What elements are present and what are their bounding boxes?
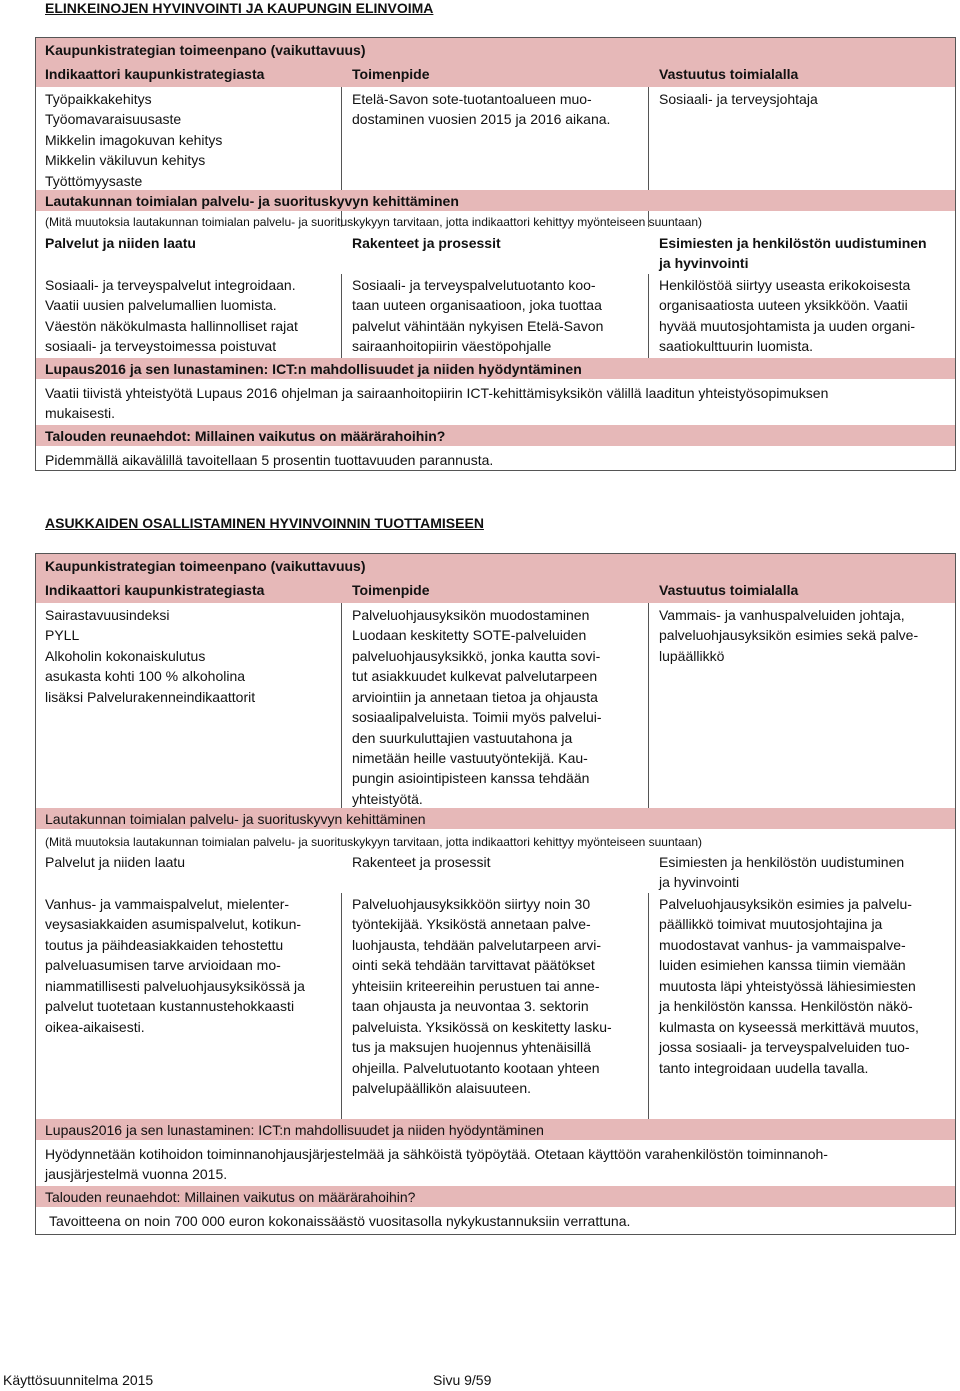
s2-divider-2 xyxy=(648,603,649,808)
s1-col2-staff: Esimiesten ja henkilöstön uudistuminen xyxy=(659,235,927,251)
s2-staff-line: jossa sosiaali- ja terveyspalveluiden tuo- xyxy=(659,1039,910,1055)
s1-col-measure: Toimenpide xyxy=(352,66,430,82)
footer-page-number: Sivu 9/59 xyxy=(433,1372,492,1388)
s2-structure-line: palvelupäällikön alaisuuteen. xyxy=(352,1080,532,1096)
s1-finance-text: Pidemmällä aikavälillä tavoitellaan 5 prosentin tuottavuuden parannusta. xyxy=(45,452,494,468)
s1-indicator: Työomavaraisuusaste xyxy=(45,111,182,127)
s2-indicator: lisäksi Palvelurakenneindikaattorit xyxy=(45,689,256,705)
s1-measure-line: dostaminen vuosien 2015 ja 2016 aikana. xyxy=(352,111,611,127)
s2-col2-staff-2: ja hyvinvointi xyxy=(659,874,740,890)
s2-staff-line: Palveluohjausyksikön esimies ja palvelu- xyxy=(659,896,912,912)
s1-col2-services: Palvelut ja niiden laatu xyxy=(45,235,196,251)
s2-indicator: PYLL xyxy=(45,627,80,643)
s2-staff-line: muutosta läpi yhteistyössä lähiesimiesten xyxy=(659,978,916,994)
s2-col2-services: Palvelut ja niiden laatu xyxy=(45,854,186,870)
s2-divider-1 xyxy=(341,603,342,808)
s2-structure-line: tus ja maksujen huojennus yhtenäisillä xyxy=(352,1039,591,1055)
s2-board-header: Lautakunnan toimialan palvelu- ja suorituskyvyn kehittäminen xyxy=(45,811,426,827)
s1-structure-line: palvelut vähintään nykyisen Etelä-Savon xyxy=(352,318,604,334)
s1-col2-staff-2: ja hyvinvointi xyxy=(659,255,749,271)
s2-col-responsibility: Vastuutus toimialalla xyxy=(659,582,799,598)
s2-staff-line: muodostavat vanhus- ja vammaispalve- xyxy=(659,937,906,953)
s1-col-indicator: Indikaattori kaupunkistrategiasta xyxy=(45,66,265,82)
s2-service-line: niammatillisesti palveluohjausyksikössä ja xyxy=(45,978,305,994)
s1-indicator: Työpaikkakehitys xyxy=(45,91,152,107)
s2-service-line: palvelut tuotetaan kustannustehokkaasti xyxy=(45,998,295,1014)
s2-service-line: palveluasumisen tarve arvioidaan mo- xyxy=(45,957,281,973)
s2-measure-line: den suurkuluttajien vastuutahona ja xyxy=(352,730,573,746)
s2-service-line: toutus ja päihdeasiakkaiden tehostettu xyxy=(45,937,284,953)
footer-document-name: Käyttösuunnitelma 2015 xyxy=(3,1372,154,1388)
s1-lupaus-text-2: mukaisesti. xyxy=(45,405,116,421)
s2-finance-header: Talouden reunaehdot: Millainen vaikutus on määrärahoihin? xyxy=(45,1189,416,1205)
s2-measure-line: yhteistyötä. xyxy=(352,791,423,807)
s2-finance-text: Tavoitteena on noin 700 000 euron kokonaissäästö vuositasolla nykykustannuksiin verrattuna. xyxy=(49,1213,631,1229)
s2-structure-line: ointi sekä tehdään tarvittavat päätökset xyxy=(352,957,595,973)
section1-table xyxy=(35,37,956,471)
s2-structure-line: palveluista. Yksikössä on keskitetty lasku- xyxy=(352,1019,612,1035)
s2-structure-line: työntekijää. Yksiköstä annetaan palve- xyxy=(352,916,591,932)
s2-staff-line: päällikkö toimivat muutosjohtajina ja xyxy=(659,916,883,932)
s2-lupaus-header: Lupaus2016 ja sen lunastaminen: ICT:n mahdollisuudet ja niiden hyödyntäminen xyxy=(45,1122,544,1138)
s1-staff-line: organisaatiosta uuteen yksikköön. Vaatii xyxy=(659,297,908,313)
s1-staff-line: hyvää muutosjohtamista ja uuden organi- xyxy=(659,318,916,334)
s2-lupaus-text-2: jausjärjestelmä vuonna 2015. xyxy=(45,1166,228,1182)
s2-indicator: asukasta kohti 100 % alkoholina xyxy=(45,668,246,684)
s1-service-line: Sosiaali- ja terveyspalvelut integroidaan. xyxy=(45,277,296,293)
s2-measure-line: arviointiin ja annetaan tietoa ja ohjausta xyxy=(352,689,598,705)
s1-lupaus-header: Lupaus2016 ja sen lunastaminen: ICT:n mahdollisuudet ja niiden hyödyntäminen xyxy=(45,361,582,377)
section2-table xyxy=(35,553,956,1235)
s2-measure-line: pungin asiointipisteen kanssa tehdään xyxy=(352,770,590,786)
s2-service-line: veysasiakkaiden asumispalvelut, kotikun- xyxy=(45,916,302,932)
s2-structure-line: yhteisiin kriteereihin perustuen tai anne- xyxy=(352,978,600,994)
s1-structure-line: sairaanhoitopiirin väestöpohjalle xyxy=(352,338,552,354)
s1-col-responsibility: Vastuutus toimialalla xyxy=(659,66,799,82)
s2-staff-line: kulmasta on kyseessä merkittävä muutos, xyxy=(659,1019,919,1035)
s1-service-line: Vaatii uusien palvelumallien luomista. xyxy=(45,297,277,313)
s2-structure-line: ohjeilla. Palvelutuotanto kootaan yhteen xyxy=(352,1060,600,1076)
s2-measure-line: tut asiakkuudet kulkevat palvelutarpeen xyxy=(352,668,598,684)
section1-title: ELINKEINOJEN HYVINVOINTI JA KAUPUNGIN ELINVOIMA xyxy=(45,0,434,16)
s2-divider-4 xyxy=(648,893,649,1119)
s1-indicator: Mikkelin imagokuvan kehitys xyxy=(45,132,223,148)
s2-col-indicator: Indikaattori kaupunkistrategiasta xyxy=(45,582,265,598)
s2-structure-line: Palveluohjausyksikköön siirtyy noin 30 xyxy=(352,896,591,912)
s2-lupaus-text: Hyödynnetään kotihoidon toiminnanohjausjärjestelmää ja sähköistä työpöytää. Otetaan käyttöön varahenkilöstön toiminnanoh- xyxy=(45,1146,828,1162)
s1-divider-3 xyxy=(341,274,342,358)
s1-board-subheader: (Mitä muutoksia lautakunnan toimialan palvelu- ja suorituskykyyn tarvitaan, jotta indikaattori kehittyy myönteiseen suuntaan) xyxy=(45,215,702,229)
s1-staff-line: Henkilöstöä siirtyy useasta erikokoisesta xyxy=(659,277,911,293)
s2-strategy-header: Kaupunkistrategian toimeenpano (vaikuttavuus) xyxy=(45,558,366,574)
s2-staff-line: luiden esimiehen kanssa tiimin viemään xyxy=(659,957,906,973)
s1-service-line: Väestön näkökulmasta hallinnolliset rajat xyxy=(45,318,298,334)
s1-strategy-header: Kaupunkistrategian toimeenpano (vaikuttavuus) xyxy=(45,42,366,58)
s2-measure-line: sosiaalipalveluista. Toimii myös palvelui- xyxy=(352,709,602,725)
s1-divider-4 xyxy=(648,274,649,358)
s2-col2-staff: Esimiesten ja henkilöstön uudistuminen xyxy=(659,854,905,870)
s1-indicator: Työttömyysaste xyxy=(45,173,143,189)
s1-structure-line: taan uuteen organisaatioon, joka tuottaa xyxy=(352,297,602,313)
s1-staff-line: saatiokulttuurin luomista. xyxy=(659,338,814,354)
s2-measure-title: Palveluohjausyksikön muodostaminen xyxy=(352,607,590,623)
s2-measure-line: nimetään heille vastuutyöntekijä. Kau- xyxy=(352,750,588,766)
s1-structure-line: Sosiaali- ja terveyspalvelutuotanto koo- xyxy=(352,277,596,293)
s2-indicator: Alkoholin kokonaiskulutus xyxy=(45,648,206,664)
s1-measure-line: Etelä-Savon sote-tuotantoalueen muo- xyxy=(352,91,592,107)
s1-lupaus-text: Vaatii tiivistä yhteistyötä Lupaus 2016 ohjelman ja sairaanhoitopiirin ICT-kehittämisyksikön välillä laaditun yhteistyösopimuksen xyxy=(45,385,829,401)
s1-finance-header: Talouden reunaehdot: Millainen vaikutus on määrärahoihin? xyxy=(45,428,446,444)
s2-measure-line: Luodaan keskitetty SOTE-palveluiden xyxy=(352,627,587,643)
s2-col2-structures: Rakenteet ja prosessit xyxy=(352,854,491,870)
s2-responsibility-line: Vammais- ja vanhuspalveluiden johtaja, xyxy=(659,607,905,623)
s2-staff-line: tanto integroidaan uudella tavalla. xyxy=(659,1060,869,1076)
s1-indicator: Mikkelin väkiluvun kehitys xyxy=(45,152,206,168)
s2-responsibility-line: lupäällikkö xyxy=(659,648,725,664)
s2-structure-line: luohjausta, tehdään palvelutarpeen arvi- xyxy=(352,937,602,953)
s2-service-line: oikea-aikaisesti. xyxy=(45,1019,145,1035)
s2-responsibility-line: palveluohjausyksikön esimies sekä palve- xyxy=(659,627,919,643)
s1-responsibility: Sosiaali- ja terveysjohtaja xyxy=(659,91,818,107)
s2-indicator: Sairastavuusindeksi xyxy=(45,607,170,623)
s1-col2-structures: Rakenteet ja prosessit xyxy=(352,235,501,251)
s2-board-subheader: (Mitä muutoksia lautakunnan toimialan palvelu- ja suorituskykyyn tarvitaan, jotta indikaattori kehittyy myönteiseen suuntaan) xyxy=(45,835,702,849)
s1-service-line: sosiaali- ja terveystoimessa poistuvat xyxy=(45,338,277,354)
s2-col-measure: Toimenpide xyxy=(352,582,430,598)
s2-measure-line: palveluohjausyksikkö, jonka kautta sovi- xyxy=(352,648,601,664)
s2-staff-line: ja henkilöstön kanssa. Henkilöstön näkö- xyxy=(659,998,913,1014)
s2-structure-line: taan ohjausta ja neuvontaa 3. sektorin xyxy=(352,998,589,1014)
s2-service-line: Vanhus- ja vammaispalvelut, mielenter- xyxy=(45,896,290,912)
section2-title: ASUKKAIDEN OSALLISTAMINEN HYVINVOINNIN TUOTTAMISEEN xyxy=(45,515,484,531)
s2-divider-3 xyxy=(341,893,342,1119)
s1-board-header: Lautakunnan toimialan palvelu- ja suorituskyvyn kehittäminen xyxy=(45,193,459,209)
